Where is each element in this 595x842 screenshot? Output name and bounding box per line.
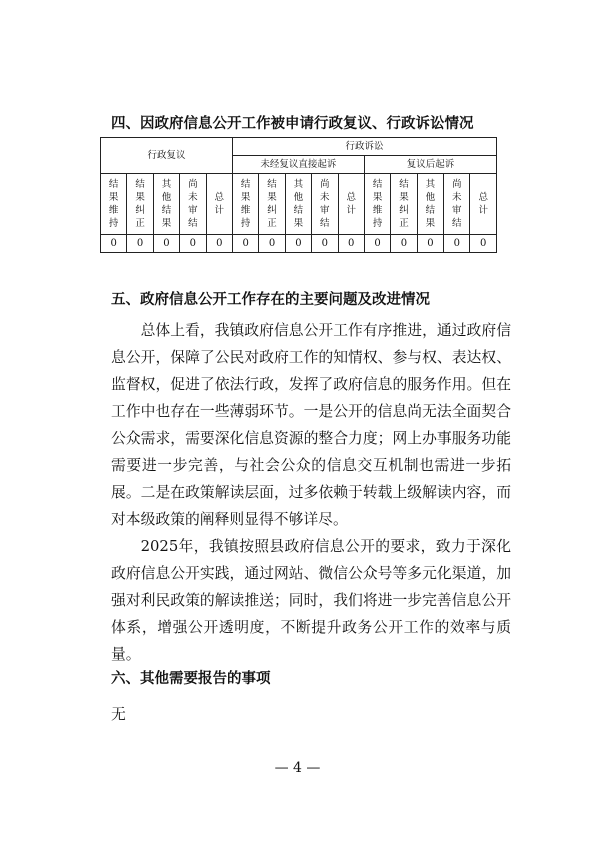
header-after-review-litigation: 复议后起诉	[364, 156, 496, 174]
table-cell: 0	[206, 235, 232, 253]
col-header-pending: 尚未审结	[312, 174, 338, 235]
header-admin-review: 行政复议	[101, 138, 233, 174]
column-header-row	[101, 174, 497, 235]
problems-paragraph: 总体上看，我镇政府信息公开工作有序推进，通过政府信息公开，保障了公民对政府工作的知情权、参与权、表达权、监督权，促进了依法行政，发挥了政府信息的服务作用。但在工作中也存在一些薄弱环节。一是公开的信息尚无法全面契合公众需求，需要深化信息资源的整合力度；网上办事服务功能需要进一步完善，与社会公众的信息交互机制也需进一步拓展。二是在政策解读层面，过多依赖于转载上级解读内容，而对本级政策的阐释则显得不够详尽。	[111, 322, 511, 528]
col-header-other: 其他结果	[417, 174, 443, 235]
table-row	[101, 235, 497, 253]
table-cell: 0	[232, 235, 258, 253]
col-header-corrected: 结果纠正	[127, 174, 153, 235]
table-cell: 0	[101, 235, 127, 253]
table-cell: 0	[312, 235, 338, 253]
section-5-heading: 五、政府信息公开工作存在的主要问题及改进情况	[111, 292, 430, 308]
table-cell: 0	[285, 235, 311, 253]
header-admin-litigation: 行政诉讼	[232, 138, 496, 156]
col-header-maintained: 结果维持	[232, 174, 258, 235]
col-header-total: 总计	[206, 174, 232, 235]
header-direct-litigation: 未经复议直接起诉	[232, 156, 364, 174]
table-cell: 0	[417, 235, 443, 253]
table-cell: 0	[364, 235, 390, 253]
col-header-other: 其他结果	[285, 174, 311, 235]
col-header-corrected: 结果纠正	[259, 174, 285, 235]
table-cell: 0	[338, 235, 364, 253]
page-number: — 4 —	[274, 760, 321, 776]
col-header-pending: 尚未审结	[180, 174, 206, 235]
table-cell: 0	[180, 235, 206, 253]
col-header-maintained: 结果维持	[101, 174, 127, 235]
col-header-total: 总计	[470, 174, 497, 235]
section-6-heading: 六、其他需要报告的事项	[111, 671, 271, 687]
section-6-content: 无	[111, 706, 126, 723]
table-cell: 0	[444, 235, 470, 253]
table-cell: 0	[470, 235, 497, 253]
table-cell: 0	[259, 235, 285, 253]
improvement-paragraph: 2025年，我镇按照县政府信息公开的要求，致力于深化政府信息公开实践，通过网站、微信公众号等多元化渠道，加强对利民政策的解读推送；同时，我们将进一步完善信息公开体系，增强公开透明度，不断提升政务公开工作的效率与质量。	[111, 538, 511, 663]
table-cell: 0	[153, 235, 179, 253]
col-header-other: 其他结果	[153, 174, 179, 235]
section-4-heading: 四、因政府信息公开工作被申请行政复议、行政诉讼情况	[111, 116, 474, 132]
table-cell: 0	[127, 235, 153, 253]
col-header-maintained: 结果维持	[364, 174, 390, 235]
col-header-total: 总计	[338, 174, 364, 235]
table-cell: 0	[391, 235, 417, 253]
review-litigation-table	[100, 137, 497, 253]
col-header-pending: 尚未审结	[444, 174, 470, 235]
col-header-corrected: 结果纠正	[391, 174, 417, 235]
